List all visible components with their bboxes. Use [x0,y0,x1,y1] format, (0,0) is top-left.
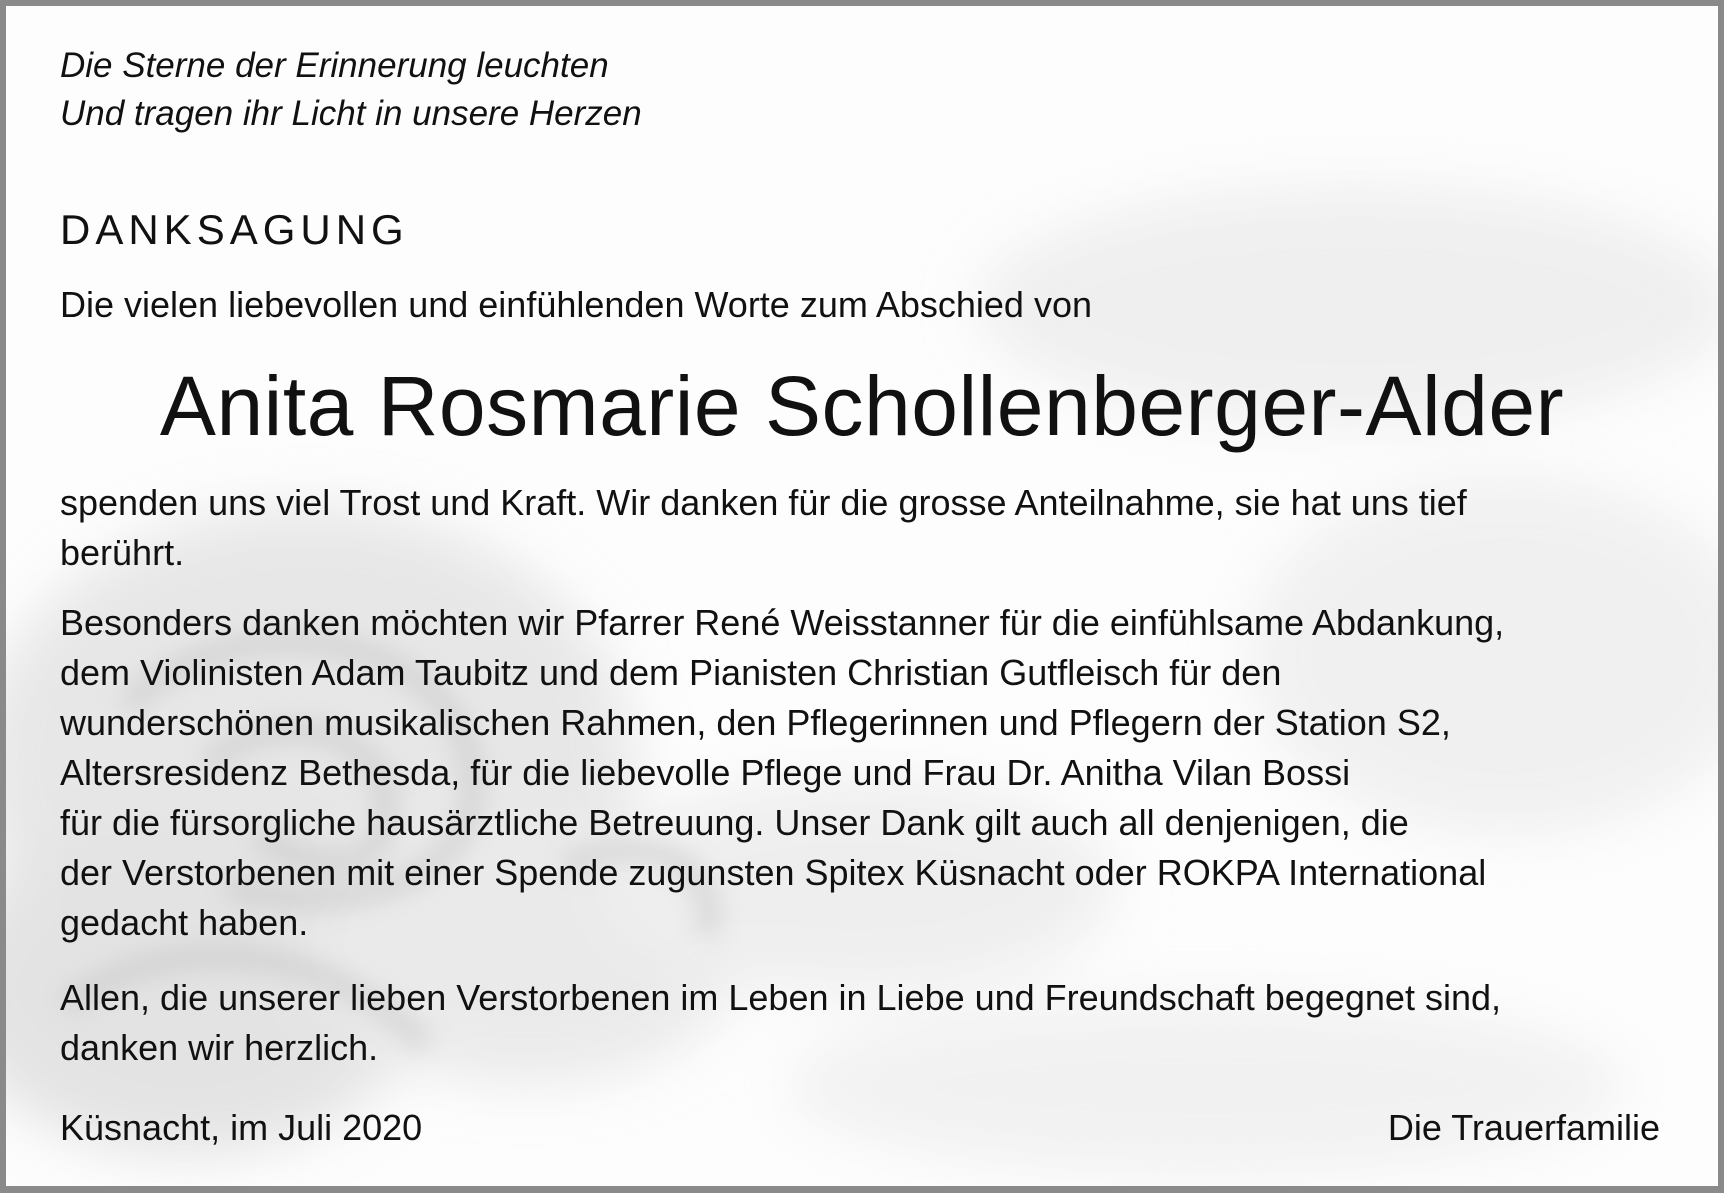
text-line: berührt. [60,532,185,573]
place-date: Küsnacht, im Juli 2020 [60,1107,423,1148]
text-line: Altersresidenz Bethesda, für die liebevolle Pflege und Frau Dr. Anitha Vilan Bossi [60,752,1351,793]
text-line: gedacht haben. [60,902,309,943]
intro-text: Die vielen liebevollen und einfühlenden Worte zum Abschied von [60,284,1092,325]
motto-line: Und tragen ihr Licht in unsere Herzen [60,94,642,133]
signature: Die Trauerfamilie [1387,1107,1660,1148]
text-line: danken wir herzlich. [60,1027,379,1068]
text-line: Besonders danken möchten wir Pfarrer René Weisstanner für die einfühlsame Abdankung, [60,602,1505,643]
motto-line: Die Sterne der Erinnerung leuchten [60,46,609,85]
obituary-card [6,6,1718,1186]
obituary-content [6,6,1718,1186]
paragraph-closing [60,973,1501,1073]
heading: DANKSAGUNG [60,206,409,253]
paragraph-special-thanks [60,598,1504,948]
text-line: wunderschönen musikalischen Rahmen, den Pflegerinnen und Pflegern der Station S2, [60,702,1451,743]
text-line: dem Violinisten Adam Taubitz und dem Pianisten Christian Gutfleisch für den [60,652,1282,693]
text-line: für die fürsorgliche hausärztliche Betreuung. Unser Dank gilt auch all denjenigen, die [60,802,1409,843]
motto [60,42,642,138]
paragraph-thanks [60,478,1467,578]
deceased-name: Anita Rosmarie Schollenberger-Alder [159,359,1565,453]
text-line: Allen, die unserer lieben Verstorbenen im Leben in Liebe und Freundschaft begegnet sind, [60,977,1501,1018]
text-line: spenden uns viel Trost und Kraft. Wir danken für die grosse Anteilnahme, sie hat uns tief [60,482,1467,523]
text-line: der Verstorbenen mit einer Spende zugunsten Spitex Küsnacht oder ROKPA International [60,852,1487,893]
